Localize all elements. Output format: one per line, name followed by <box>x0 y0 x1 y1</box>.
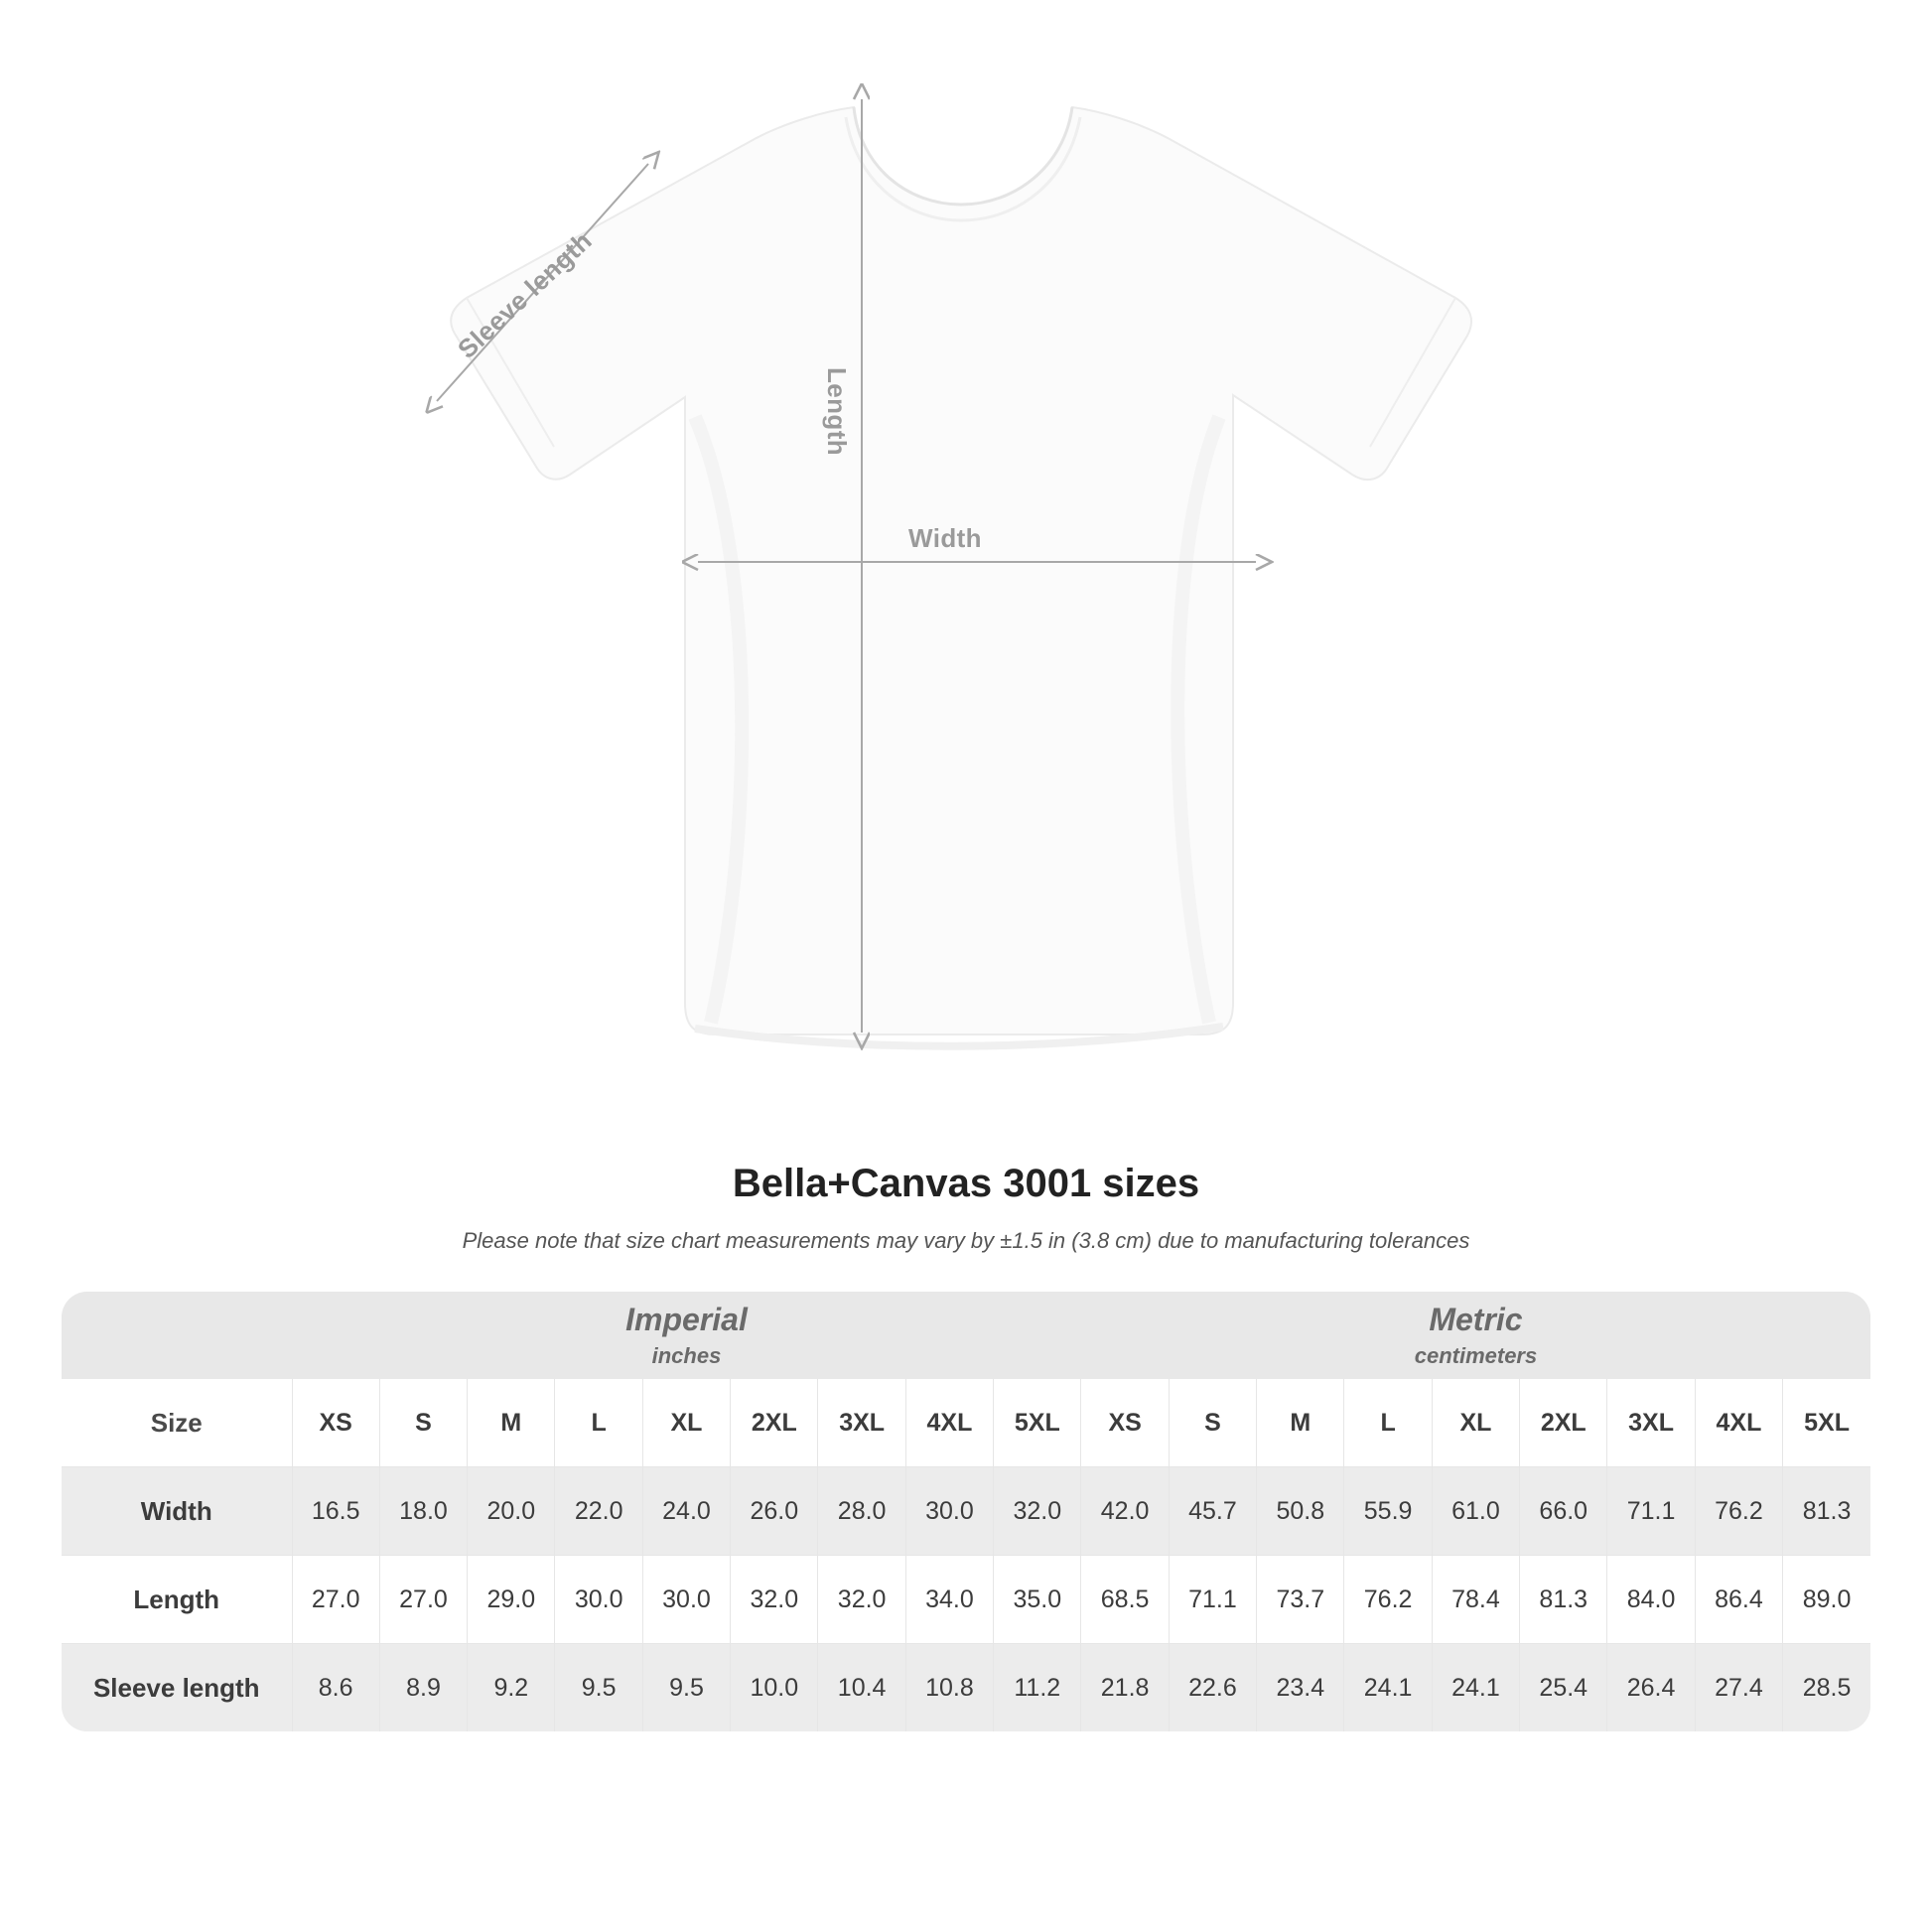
cell-r0-c11: 50.8 <box>1257 1467 1344 1556</box>
cell-r1-c2: 29.0 <box>468 1556 555 1644</box>
cell-r0-c1: 18.0 <box>379 1467 467 1556</box>
page-title: Bella+Canvas 3001 sizes <box>732 1162 1200 1205</box>
cell-r2-c5: 10.0 <box>731 1644 818 1732</box>
row-label-0: Width <box>62 1467 292 1556</box>
cell-r2-c9: 21.8 <box>1081 1644 1169 1732</box>
table-row <box>62 1467 1870 1556</box>
cell-r2-c7: 10.8 <box>905 1644 993 1732</box>
cell-r1-c14: 81.3 <box>1520 1556 1607 1644</box>
cell-r1-c7: 34.0 <box>905 1556 993 1644</box>
column-header-1: S <box>379 1379 467 1467</box>
cell-r1-c11: 73.7 <box>1257 1556 1344 1644</box>
cell-r0-c7: 30.0 <box>905 1467 993 1556</box>
cell-r2-c0: 8.6 <box>292 1644 379 1732</box>
row-label-1: Length <box>62 1556 292 1644</box>
column-header-8: 5XL <box>994 1379 1081 1467</box>
cell-r2-c10: 22.6 <box>1169 1644 1256 1732</box>
size-table-wrapper <box>62 1292 1870 1731</box>
imperial-unit-sub: inches <box>651 1342 722 1368</box>
cell-r2-c4: 9.5 <box>642 1644 730 1732</box>
cell-r2-c13: 24.1 <box>1432 1644 1519 1732</box>
cell-r2-c16: 27.4 <box>1695 1644 1782 1732</box>
cell-r2-c12: 24.1 <box>1344 1644 1432 1732</box>
cell-r1-c16: 86.4 <box>1695 1556 1782 1644</box>
cell-r0-c3: 22.0 <box>555 1467 642 1556</box>
cell-r1-c4: 30.0 <box>642 1556 730 1644</box>
cell-r0-c6: 28.0 <box>818 1467 905 1556</box>
cell-r2-c1: 8.9 <box>379 1644 467 1732</box>
cell-r1-c8: 35.0 <box>994 1556 1081 1644</box>
column-header-15: 3XL <box>1607 1379 1695 1467</box>
cell-r1-c1: 27.0 <box>379 1556 467 1644</box>
cell-r0-c2: 20.0 <box>468 1467 555 1556</box>
cell-r1-c12: 76.2 <box>1344 1556 1432 1644</box>
cell-r0-c16: 76.2 <box>1695 1467 1782 1556</box>
sleeve-length-dimension-label: Sleeve length <box>452 225 598 364</box>
cell-r0-c12: 55.9 <box>1344 1467 1432 1556</box>
width-dimension-label: Width <box>908 523 982 553</box>
tolerance-note: Please note that size chart measurements may vary by ±1.5 in (3.8 cm) due to manufacturing tolerances <box>462 1228 1470 1253</box>
cell-r1-c3: 30.0 <box>555 1556 642 1644</box>
column-header-14: 2XL <box>1520 1379 1607 1467</box>
cell-r0-c17: 81.3 <box>1783 1467 1870 1556</box>
cell-r2-c2: 9.2 <box>468 1644 555 1732</box>
column-header-row <box>62 1379 1870 1467</box>
column-header-9: XS <box>1081 1379 1169 1467</box>
column-header-4: XL <box>642 1379 730 1467</box>
cell-r1-c10: 71.1 <box>1169 1556 1256 1644</box>
unit-row-spacer <box>62 1292 292 1379</box>
cell-r0-c13: 61.0 <box>1432 1467 1519 1556</box>
cell-r0-c0: 16.5 <box>292 1467 379 1556</box>
tshirt-shape <box>451 107 1471 1046</box>
column-header-13: XL <box>1432 1379 1519 1467</box>
cell-r2-c8: 11.2 <box>994 1644 1081 1732</box>
cell-r0-c4: 24.0 <box>642 1467 730 1556</box>
metric-unit-header <box>1081 1292 1870 1379</box>
column-header-5: 2XL <box>731 1379 818 1467</box>
column-header-6: 3XL <box>818 1379 905 1467</box>
cell-r0-c15: 71.1 <box>1607 1467 1695 1556</box>
cell-r1-c9: 68.5 <box>1081 1556 1169 1644</box>
metric-unit-name: Metric <box>1429 1301 1523 1337</box>
cell-r0-c5: 26.0 <box>731 1467 818 1556</box>
cell-r2-c11: 23.4 <box>1257 1644 1344 1732</box>
cell-r2-c3: 9.5 <box>555 1644 642 1732</box>
cell-r0-c9: 42.0 <box>1081 1467 1169 1556</box>
table-row <box>62 1644 1870 1732</box>
column-header-16: 4XL <box>1695 1379 1782 1467</box>
cell-r0-c14: 66.0 <box>1520 1467 1607 1556</box>
imperial-unit-name: Imperial <box>625 1301 748 1337</box>
cell-r0-c10: 45.7 <box>1169 1467 1256 1556</box>
column-header-3: L <box>555 1379 642 1467</box>
column-header-0: XS <box>292 1379 379 1467</box>
size-header-cell: Size <box>62 1379 292 1467</box>
unit-header-row <box>62 1292 1870 1379</box>
cell-r1-c17: 89.0 <box>1783 1556 1870 1644</box>
column-header-11: M <box>1257 1379 1344 1467</box>
cell-r2-c6: 10.4 <box>818 1644 905 1732</box>
cell-r1-c15: 84.0 <box>1607 1556 1695 1644</box>
length-dimension-label: Length <box>822 367 852 457</box>
cell-r1-c5: 32.0 <box>731 1556 818 1644</box>
column-header-10: S <box>1169 1379 1256 1467</box>
cell-r1-c0: 27.0 <box>292 1556 379 1644</box>
size-table <box>62 1292 1870 1731</box>
cell-r2-c17: 28.5 <box>1783 1644 1870 1732</box>
imperial-unit-header <box>292 1292 1081 1379</box>
cell-r2-c15: 26.4 <box>1607 1644 1695 1732</box>
table-row <box>62 1556 1870 1644</box>
metric-unit-sub: centimeters <box>1414 1342 1538 1368</box>
row-label-2: Sleeve length <box>62 1644 292 1732</box>
cell-r2-c14: 25.4 <box>1520 1644 1607 1732</box>
cell-r1-c13: 78.4 <box>1432 1556 1519 1644</box>
column-header-2: M <box>468 1379 555 1467</box>
cell-r1-c6: 32.0 <box>818 1556 905 1644</box>
column-header-17: 5XL <box>1783 1379 1870 1467</box>
column-header-7: 4XL <box>905 1379 993 1467</box>
cell-r0-c8: 32.0 <box>994 1467 1081 1556</box>
column-header-12: L <box>1344 1379 1432 1467</box>
